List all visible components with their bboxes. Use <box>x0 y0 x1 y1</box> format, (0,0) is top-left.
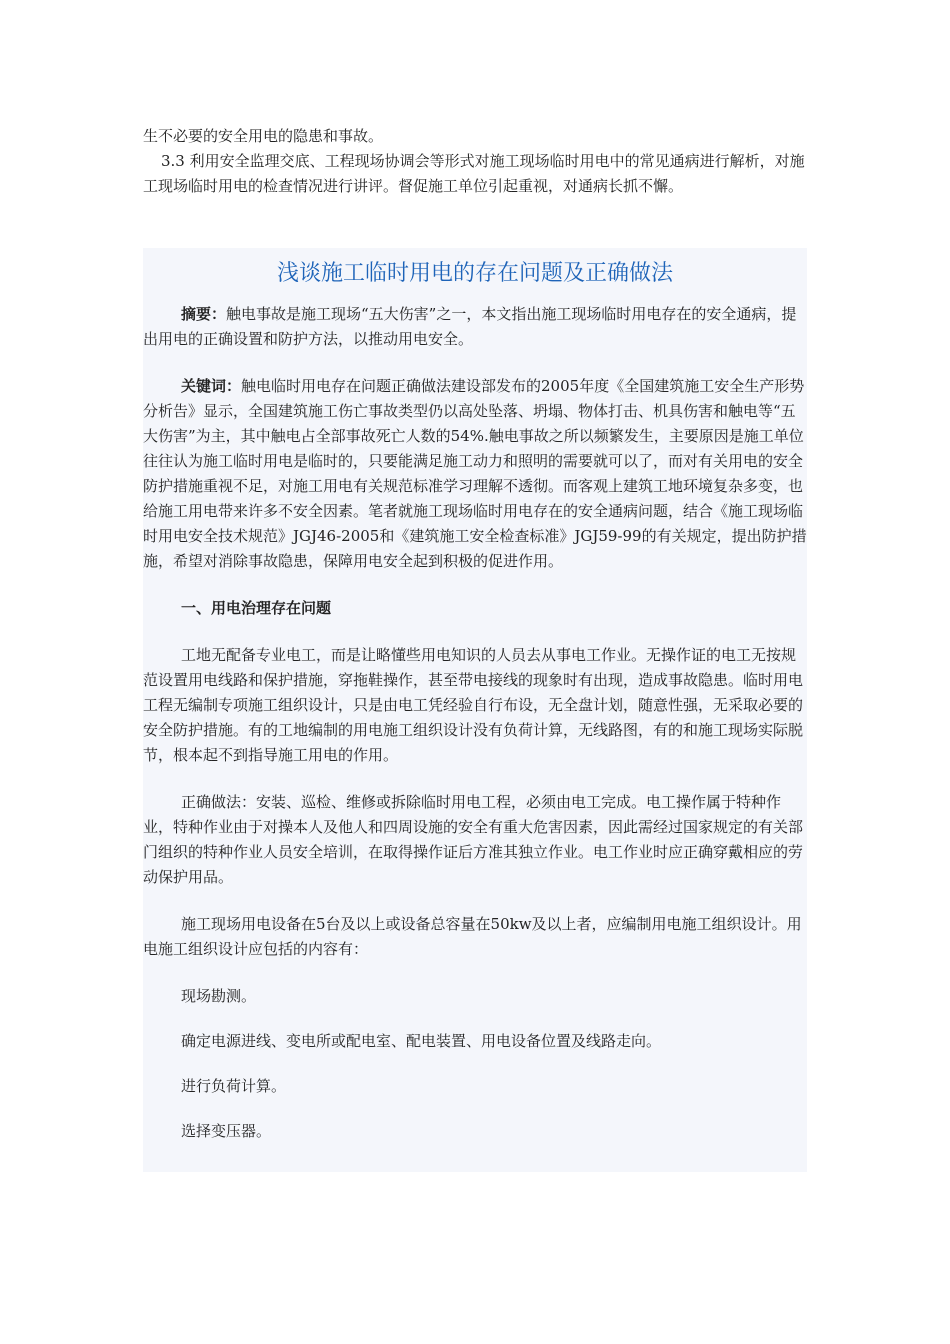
keywords-label: 关键词： <box>181 377 242 395</box>
design-requirement-paragraph: 施工现场用电设备在5台及以上或设备总容量在50kw及以上者，应编制用电施工组织设计。用电施工组织设计应包括的内容有： <box>143 915 802 958</box>
article-block <box>143 248 807 1172</box>
preceding-paragraph: 3.3 利用安全监理交底、工程现场协调会等形式对施工现场临时用电中的常见通病进行解析，对施工现场临时用电的检查情况进行讲评。督促施工单位引起重视，对通病长抓不懈。 <box>143 152 805 195</box>
section-heading <box>143 596 807 621</box>
abstract-text: 触电事故是施工现场“五大伤害”之一，本文指出施工现场临时用电存在的安全通病，提出用电的正确设置和防护方法，以推动用电安全。 <box>143 305 797 348</box>
list-item: 确定电源进线、变电所或配电室、配电装置、用电设备位置及线路走向。 <box>181 1032 662 1050</box>
section-heading-text: 一、用电治理存在问题 <box>181 599 332 617</box>
abstract-paragraph <box>143 302 807 352</box>
correct-practice-paragraph: 正确做法：安装、巡检、维修或拆除临时用电工程，必须由电工完成。电工操作属于特种作业，特种作业由于对操本人及他人和四周设施的安全有重大危害因素，因此需经过国家规定的有关部门组织的特种作业人员安全培训，在取得操作证后方准其独立作业。电工作业时应正确穿戴相应的劳动保护用品。 <box>143 793 804 886</box>
problem-paragraph: 工地无配备专业电工，而是让略懂些用电知识的人员去从事电工作业。无操作证的电工无按规范设置用电线路和保护措施，穿拖鞋操作，甚至带电接线的现象时有出现，造成事故隐患。临时用电工程无编制专项施工组织设计，只是由电工凭经验自行布设，无全盘计划，随意性强，无采取必要的安全防护措施。有的工地编制的用电施工组织设计没有负荷计算，无线路图，有的和施工现场实际脱节，根本起不到指导施工用电的作用。 <box>143 646 804 764</box>
abstract-label: 摘要： <box>181 305 227 323</box>
list-item: 现场勘测。 <box>181 987 257 1005</box>
preceding-line: 生不必要的安全用电的隐患和事故。 <box>143 127 384 145</box>
article-title: 浅谈施工临时用电的存在问题及正确做法 <box>276 261 673 286</box>
keywords-text: 触电临时用电存在问题正确做法建设部发布的2005年度《全国建筑施工安全生产形势分析告》显示，全国建筑施工伤亡事故类型仍以高处坠落、坍塌、物体打击、机具伤害和触电等“五大伤害”为主，其中触电占全部事故死亡人数的54%.触电事故之所以频繁发生，主要原因是施工单位往往认为施工临时用电是临时的，只要能满足施工动力和照明的需要就可以了，而对有关用电的安全防护措施重视不足，对施工用电有关规范标准学习理解不透彻。而客观上建筑工地环境复杂多变，也给施工用电带来许多不安全因素。笔者就施工现场临时用电存在的安全通病问题，结合《施工现场临时用电安全技术规范》JGJ46-2005和《建筑施工安全检查标准》JGJ59-99的有关规定，提出防护措施，希望对消除事故隐患，保障用电安全起到积极的促进作用。 <box>143 377 807 570</box>
list-item: 进行负荷计算。 <box>181 1077 287 1095</box>
list-item: 选择变压器。 <box>181 1122 272 1140</box>
keywords-paragraph <box>143 374 807 574</box>
preceding-text <box>143 124 809 199</box>
